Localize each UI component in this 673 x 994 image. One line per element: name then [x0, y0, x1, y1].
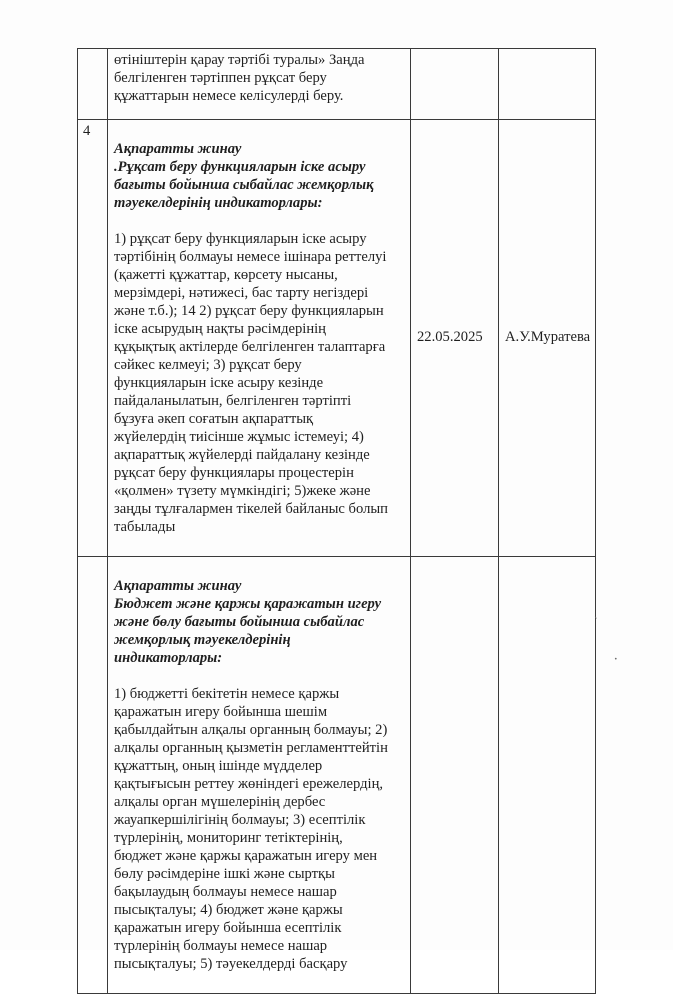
section-heading: Ақпаратты жинау Бюджет және қаржы қаражатын игеру және бөлу бағыты бойынша сыбайлас жемқорлық тәуекелдерінің индикаторлары:	[114, 578, 382, 666]
table-row	[78, 120, 596, 557]
responsible-cell	[499, 49, 596, 120]
scan-speck: `	[594, 617, 599, 627]
responsible-text	[499, 557, 595, 559]
description-cell	[108, 49, 411, 120]
responsible-text: А.У.Муратева	[505, 329, 591, 345]
responsible-cell	[499, 557, 596, 994]
section-body: 1) бюджетті бекітетін немесе қаржы қаражатын игеру бойынша шешім қабылдайтын алқалы органның болмауы; 2) алқалы органның қызметін регламенттейтін құжаттың, оның ішінде мүдделер қақтығысын реттеу жөніндегі ережелердің, алқалы орган мүшелерінің дербес жауапкершілігінің болмауы; 3) есептілік түрлерінің, мониторинг тетіктерінің, бюджет және қаржы қаражатын игеру мен бөлу рәсімдеріне ішкі және сыртқы бақылаудың болмауы немесе нашар пысықталуы; 4) бюджет және қаржы қаражатын игеру бойынша есептілік түрлерінің болмауы немесе нашар пысықталуы; 5) тәуекелдерді басқару	[114, 686, 388, 972]
row-number-cell	[78, 49, 108, 120]
plan-table	[77, 48, 596, 994]
section-heading: Ақпаратты жинау .Рұқсат беру функцияларын іске асыру бағыты бойынша сыбайлас жемқорлық тәуекелдерінің индикаторлары:	[114, 141, 374, 211]
responsible-text	[499, 49, 595, 51]
section-body: 1) рұқсат беру функцияларын іске асыру тәртібінің болмауы немесе ішінара реттелуі (қажетті құжаттар, көрсету нысаны, мерзімдері, нәтижесі, бас тарту негіздері және т.б.); 14 2) рұқсат беру функцияларын іске асырудың нақты рәсімдерінің құқықтық актілерде белгіленген талаптарға сәйкес келмеуі; 3) рұқсат беру функцияларын іске асыру кезінде пайдаланылатын, белгіленген тәртіпті бұзуға әкеп соғатын ақпараттық жүйелердің тиісінше жұмыс істемеуі; 4) ақпараттық жүйелерді пайдалану кезінде рұқсат беру функциялары процестерін «қолмен» түзету мүмкіндігі; 5)жеке және заңды тұлғалармен тікелей байланыс болып табылады	[114, 231, 388, 535]
row-number: 4	[83, 123, 91, 139]
responsible-cell	[499, 120, 596, 557]
description-text: өтініштерін қарау тәртібі туралы» Заңда белгіленген тәртіппен рұқсат беру құжаттарын немесе келісулерді беру.	[114, 52, 365, 104]
description-cell	[108, 120, 411, 557]
date-text	[411, 557, 498, 559]
table-row	[78, 49, 596, 120]
row-number-cell	[78, 557, 108, 994]
table-row	[78, 557, 596, 994]
description-cell	[108, 557, 411, 994]
date-cell	[411, 120, 499, 557]
date-cell	[411, 557, 499, 994]
row-number-cell	[78, 120, 108, 557]
scan-dot: •	[614, 656, 618, 663]
date-cell	[411, 49, 499, 120]
date-text	[411, 49, 498, 51]
date-text: 22.05.2025	[417, 329, 483, 345]
